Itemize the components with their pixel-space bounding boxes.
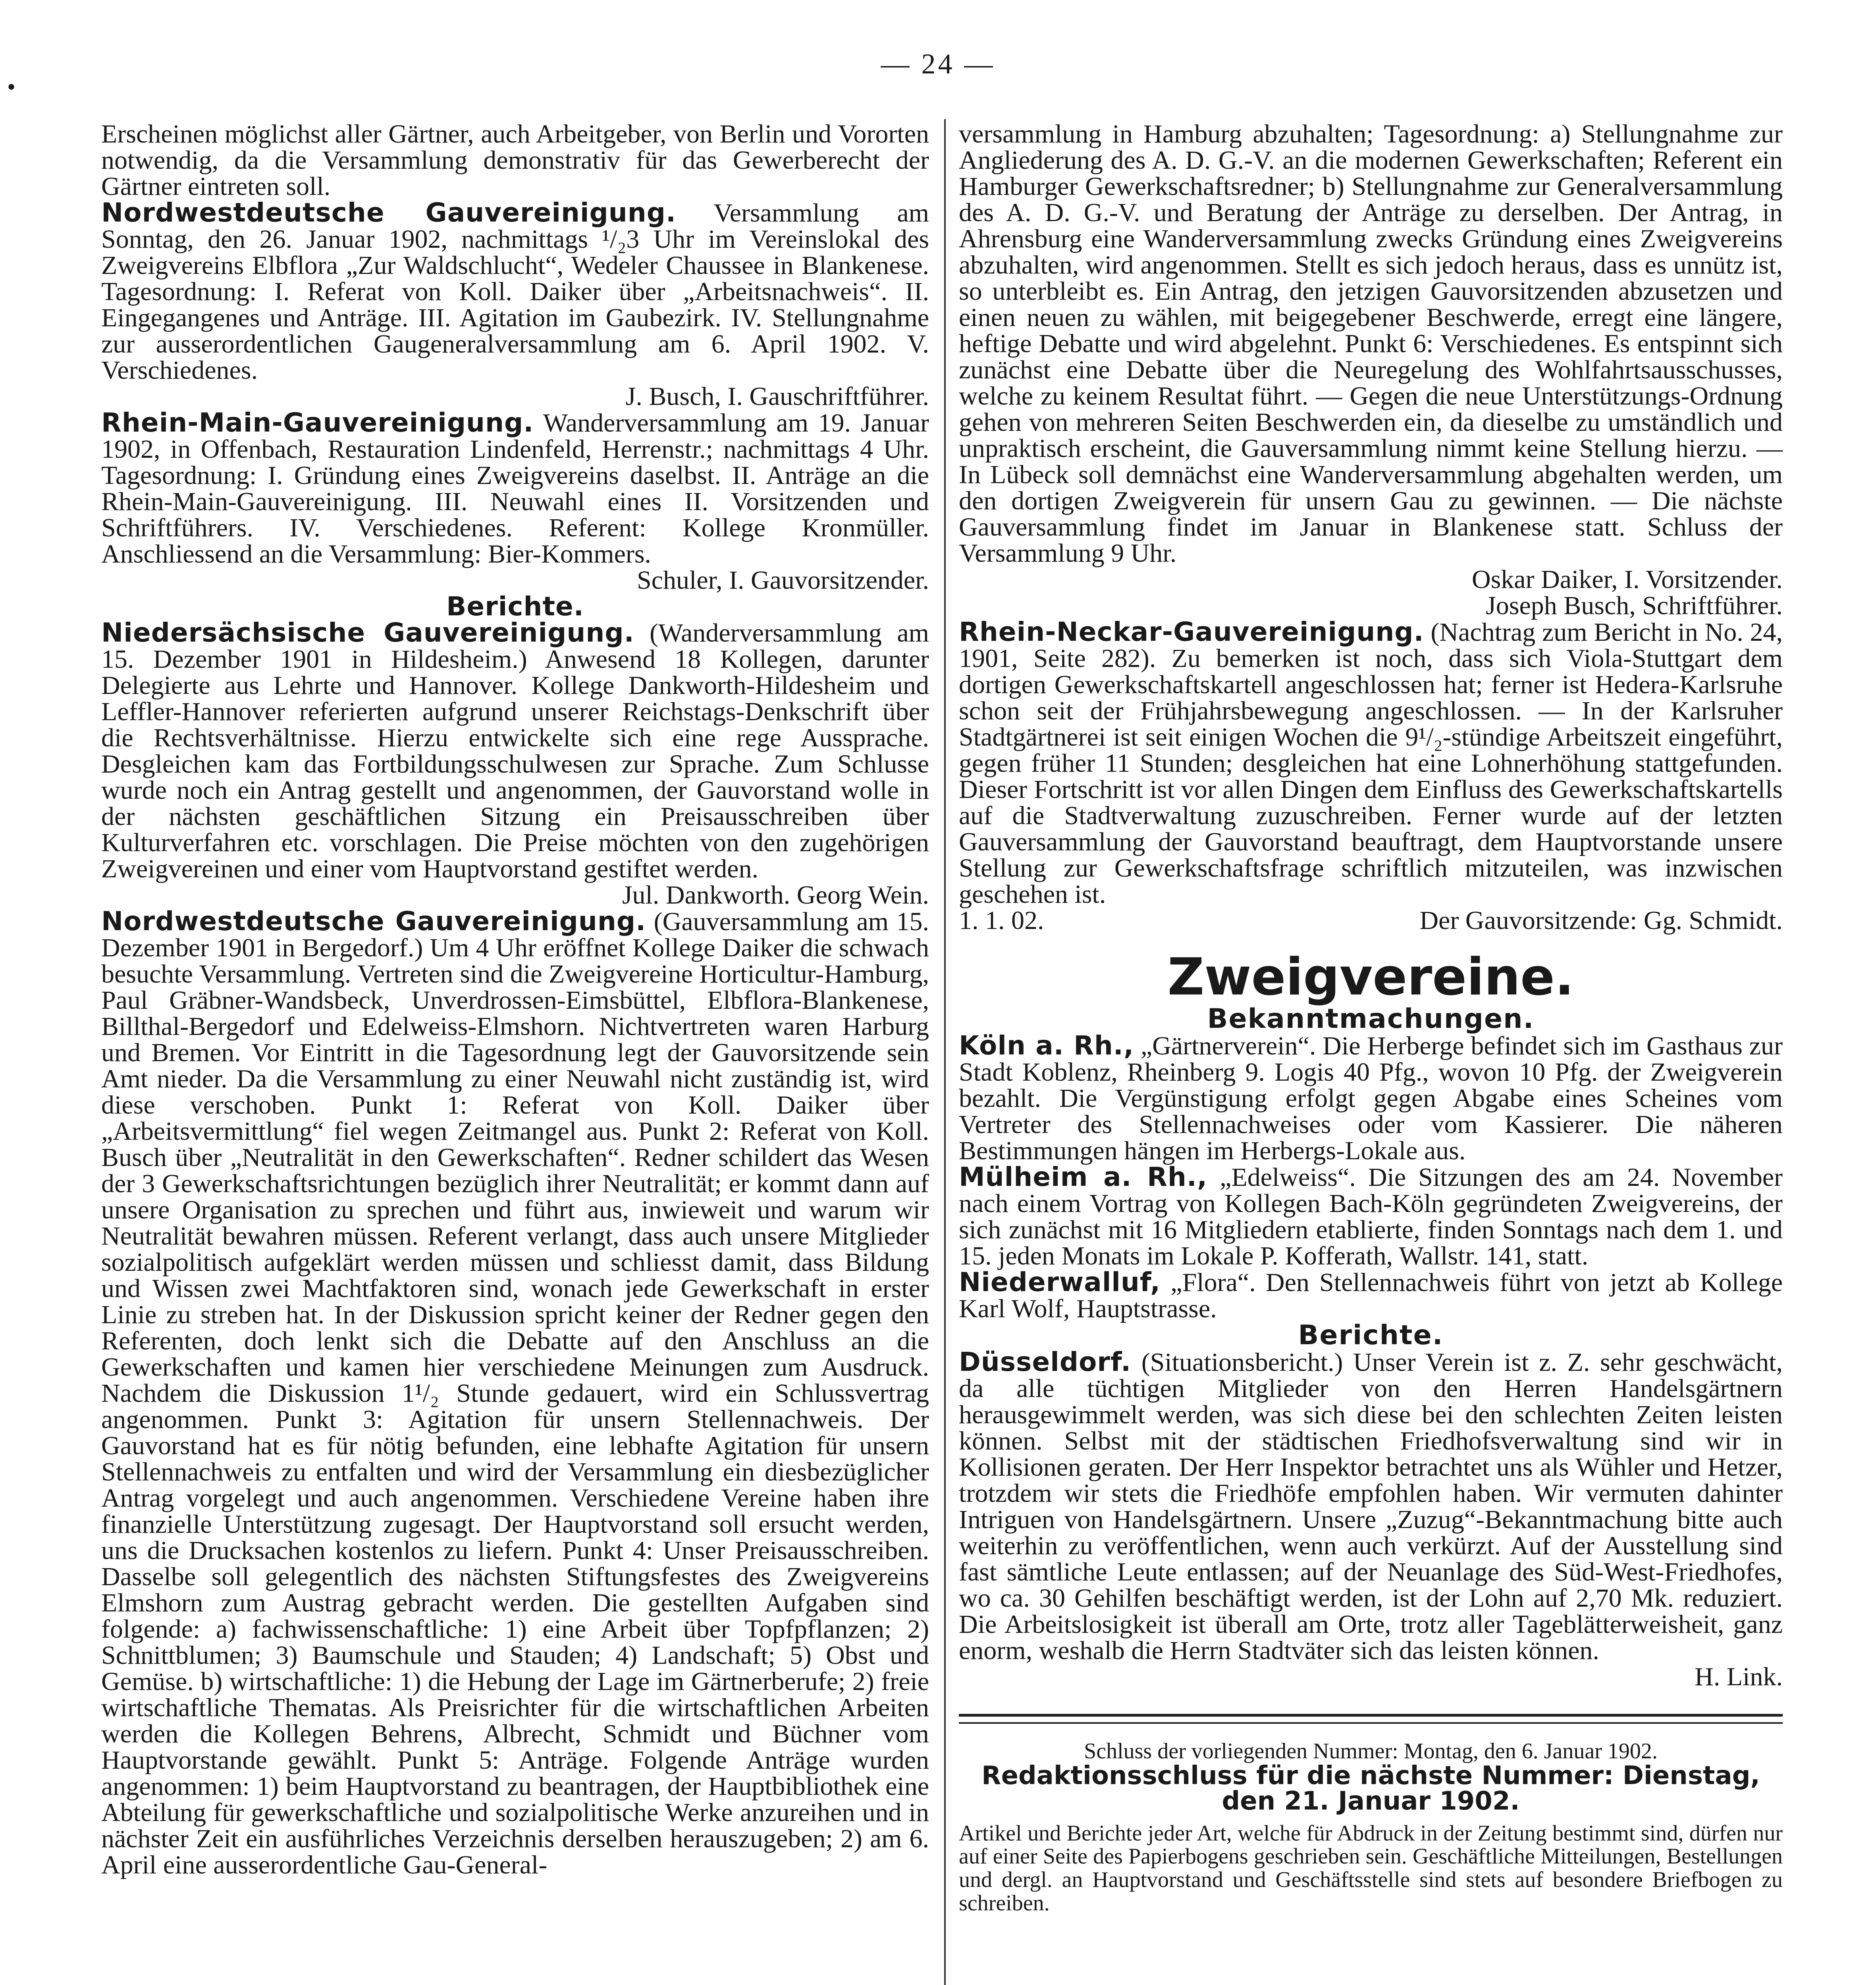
paragraph: versammlung in Hamburg abzuhalten; Tagesordnung: a) Stellungnahme zur Angliederung des A. D. G.-V. an die modernen Gewerkschaften; Referent ein Hamburger Gewerkschaftsredner; b) Stellungnahme zur Generalversammlung des A. D. G.-V. und Beratung der Anträge zu derselben. Der Antrag, in Ahrensburg eine Wanderversammlung zwecks Gründung eines Zweigvereins abzuhalten, wird angenommen. Stellt es sich jedoch heraus, dass es unnütz ist, so unterbleibt es. Ein Antrag, den jetzigen Gauvorsitzenden abzusetzen und einen neuen zu wählen, mit beigegebener Beschwerde, erregt eine längere, heftige Debatte und wird abgelehnt. Punkt 6: Verschiedenes. Es entspinnt sich zunächst eine Debatte über die Neuregelung des Wohlfahrtsausschusses, welche zu keinem Resultat führt. — Gegen die neue Unterstützungs-Ordnung gehen von mehreren Seiten Beschwerden ein, da dieselbe zu umständlich und unpraktisch erscheint, die Gauversammlung nimmt keine Stellung hierzu. — In Lübeck soll demnächst eine Wanderversammlung abgehalten werden, um den dortigen Zweigverein für unsern Gau zu gewinnen. — Die nächste Gauversammlung findet im Januar in Blankenese statt. Schluss der Versammlung 9 Uhr.: [959, 119, 1783, 568]
signature: Schuler, I. Gauvorsitzender.: [637, 566, 929, 595]
notice-heading: Mülheim a. Rh.,: [959, 1161, 1208, 1192]
section-title: Zweigvereine.: [1167, 948, 1574, 1007]
issue-closing-note: Schluss der vorliegenden Nummer: Montag, den 6. Januar 1902.: [1084, 1738, 1658, 1763]
editorial-deadline: Redaktionsschluss für die nächste Nummer: Dienstag,: [981, 1761, 1760, 1790]
signature: H. Link.: [1695, 1662, 1783, 1691]
subsection-heading: Bekanntmachungen.: [1207, 1003, 1535, 1035]
signature: Joseph Busch, Schriftführer.: [1486, 591, 1783, 620]
article-heading: Nordwestdeutsche Gauvereinigung.: [101, 197, 677, 228]
signature: Oskar Daiker, I. Vorsitzender.: [1471, 565, 1783, 594]
article-rm-announcement: Rhein-Main-Gauvereinigung. Wanderversammlung am 19. Januar 1902, in Offenbach, Restauration Lindenfeld, Herrenstr.; nachmittags 4 Uhr. Tagesordnung: I. Gründung eines Zweigvereins daselbst. II. Anträge an die Rhein-Main-Gauvereinigung. III. Neuwahl eines II. Vorsitzenden und Schriftführers. IV. Verschiedenes. Referent: Kollege Kronmüller. Anschliessend an die Versammlung: Bier-Kommers.: [101, 407, 929, 569]
article-heading: Niedersächsische Gauvereinigung.: [101, 617, 634, 648]
article-nw-announcement: Nordwestdeutsche Gauvereinigung. Versammlung am Sonntag, den 26. Januar 1902, nachmittags ¹/₂3 Uhr im Vereinslokal des Zweigvereins Elbflora „Zur Waldschlucht“, Wedeler Chaussee in Blankenese. Tagesordnung: I. Referat von Koll. Daiker über „Arbeitsnachweis“. II. Eingegangenes und Anträge. III. Agitation im Gaubezirk. IV. Stellungnahme zur ausserordentlichen Gaugeneralversammlung am 6. April 1902. V. Verschiedenes.: [101, 197, 929, 385]
notice-heading: Köln a. Rh.,: [959, 1030, 1134, 1061]
paragraph: Erscheinen möglichst aller Gärtner, auch Arbeitgeber, von Berlin und Vororten notwendig, da die Versammlung demonstrativ für das Gewerberecht der Gärtner eintreten soll.: [101, 119, 929, 201]
notice-koeln: Köln a. Rh., „Gärtnerverein“. Die Herberge befindet sich im Gasthaus zur Stadt Koblenz, Rheinberg 9. Logis 40 Pfg., wovon 10 Pfg. der Zweigverein bezahlt. Die Vergünstigung erfolgt gegen Abgabe eines Scheines vom Vertreter des Stellennachweises oder vom Kassierer. Die näheren Bestimmungen hängen im Herbergs-Lokale aus.: [959, 1030, 1783, 1165]
report-heading: Düsseldorf.: [959, 1346, 1132, 1377]
left-column: [101, 121, 929, 1878]
report-duesseldorf: Düsseldorf. (Situationsbericht.) Unser Verein ist z. Z. sehr geschwächt, da alle tüchtigen Mitglieder von den Herren Handelsgärtnern herausgewimmelt werden, was sich diese bei den schlechten Zeiten leisten können. Selbst mit der städtischen Friedhofsverwaltung sind wir in Kollisionen geraten. Der Herr Inspektor betrachtet uns als Wühler und Hetzer, trotzdem wir stets die Friedhöfe empfohlen haben. Wir vermuten dahinter Intriguen von Handelsgärtnern. Unsere „Zuzug“-Bekanntmachung bitte auch weiterhin zu veröffentlichen, wenn auch verkürzt. Auf der Ausstellung sind fast sämtliche Leute entlassen; auf der Neuanlage des Süd-West-Friedhofes, wo ca. 30 Gehilfen beschäftigt werden, ist der Lohn auf 2,70 Mk. reduziert. Die Arbeitslosigkeit ist überall am Orte, trotz aller Tageblätterweisheit, ganz enorm, weshalb die Herrn Stadtväter sich das leisten können.: [959, 1346, 1783, 1665]
divider: [959, 1714, 1783, 1717]
article-rn-report: Rhein-Neckar-Gauvereinigung. (Nachtrag zum Bericht in No. 24, 1901, Seite 282). Zu bemerken ist noch, dass sich Viola-Stuttgart dem dortigen Gewerkschaftskartell angeschlossen hat; ferner ist Hedera-Karlsruhe schon seit der Frühjahrsbewegung angeschlossen. — In der Karlsruher Stadtgärtnerei ist seit einigen Wochen die 9¹/₂-stündige Arbeitszeit eingeführt, gegen früher 11 Stunden; desgleichen hat eine Lohnerhöhung stattgefunden. Dieser Fortschritt ist vor allen Dingen dem Einfluss des Gewerkschaftskartells auf die Stadtverwaltung zuzuschreiben. Ferner wurde auf der letzten Gauversammlung der Gauvorstand beauftragt, dem Hauptvorstande unsere Stellung zur Gewerkschaftsfrage schriftlich mitzuteilen, was inzwischen geschehen ist.: [959, 617, 1783, 909]
page-number: — 24 —: [881, 48, 995, 80]
article-heading: Rhein-Neckar-Gauvereinigung.: [959, 617, 1424, 647]
article-heading: Nordwestdeutsche Gauvereinigung.: [101, 906, 646, 937]
page-mark: •: [7, 74, 16, 100]
article-heading: Rhein-Main-Gauvereinigung.: [101, 407, 534, 438]
notice-heading: Niederwalluf,: [959, 1266, 1161, 1297]
notice-niederwalluf: Niederwalluf, „Flora“. Den Stellennachweis führt von jetzt ab Kollege Karl Wolf, Hauptstrasse.: [959, 1266, 1783, 1323]
right-column: [959, 121, 1783, 1915]
submission-note: Artikel und Berichte jeder Art, welche für Abdruck in der Zeitung bestimmt sind, dürfen nur auf einer Seite des Papierbogens geschrieben sein. Geschäftliche Mitteilungen, Bestellungen und dergl. an Hauptvorstand und Geschäftsstelle sind stets auf besondere Briefbogen zu schreiben.: [959, 1821, 1783, 1916]
subsection-heading: Berichte.: [1298, 1319, 1444, 1351]
divider: [959, 1722, 1783, 1724]
article-nw-report: Nordwestdeutsche Gauvereinigung. (Gauversammlung am 15. Dezember 1901 in Bergedorf.) Um 4 Uhr eröffnet Kollege Daiker die schwach besuchte Versammlung. Vertreten sind die Zweigvereine Horticultur-Hamburg, Paul Gräbner-Wandsbeck, Unverdrossen-Eimsbüttel, Elbflora-Blankenese, Billthal-Bergedorf und Edelweiss-Elmshorn. Nichtvertreten waren Harburg und Bremen. Vor Eintritt in die Tagesordnung legt der Gauvorsitzende sein Amt nieder. Da die Versammlung zu einer Neuwahl nicht zuständig ist, wird diese verschoben. Punkt 1: Referat von Koll. Daiker über „Arbeitsvermittlung“ fiel wegen Zeitmangel aus. Punkt 2: Referat von Koll. Busch über „Neutralität in den Gewerkschaften“. Redner schildert das Wesen der 3 Gewerkschaftsrichtungen bezüglich ihrer Neutralität; er kommt dann auf unsere Organisation zu sprechen und führt aus, inwieweit und warum wir Neutralität bewahren müssen. Referent verlangt, dass auch unsere Mitglieder sozialpolitisch aufgeklärt werden müssen und schliesst damit, dass Bildung und Wissen zwei Machtfaktoren sind, wonach jede Gewerkschaft in erster Linie zu streben hat. In der Diskussion spricht keiner der Redner gegen den Referenten, doch lenkt sich die Debatte auf den Anschluss an die Gewerkschaften und kamen hier verschiedene Meinungen zum Ausdruck. Nachdem die Diskussion 1¹/₂ Stunde gedauert, wird ein Schlussvertrag angenommen. Punkt 3: Agitation für unsern Stellennachweis. Der Gauvorstand hat es für nötig befunden, eine lebhafte Agitation für unsern Stellennachweis zu entfalten und wird der Versammlung ein diesbezüglicher Antrag vorgelegt und auch angenommen. Verschiedene Vereine haben ihre finanzielle Unterstützung zugesagt. Der Hauptvorstand soll ersucht werden, uns die Drucksachen kostenlos zu liefern. Punkt 4: Unser Preisausschreiben. Dasselbe soll gelegentlich des nächsten Stiftungsfestes des Zweigvereins Elmshorn zum Austrag gebracht werden. Die gestellten Aufgaben sind folgende: a) fachwissenschaftliche: 1) eine Arbeit über Topfpflanzen; 2) Schnittblumen; 3) Baumschule und Stauden; 4) Landschaft; 5) Obst und Gemüse. b) wirtschaftliche: 1) die Hebung der Lage im Gärtnerberufe; 2) freie wirtschaftliche Thematas. Als Preisrichter für die wirtschaftlichen Arbeiten werden die Kollegen Behrens, Albrecht, Schmidt und Büchner vom Hauptvorstande gewählt. Punkt 5: Anträge. Folgende Anträge wurden angenommen: 1) beim Hauptvorstand zu beantragen, der Hauptbibliothek eine Abteilung für gewerkschaftliche und sozialpolitische Werke anzureihen und in nächster Zeit ein ausführliches Verzeichnis derselben herauszugeben; 2) am 6. April eine ausserordentliche Gau-General-: [101, 906, 929, 1879]
editorial-deadline-date: den 21. Januar 1902.: [1222, 1786, 1520, 1816]
signature: Der Gauvorsitzende: Gg. Schmidt.: [1419, 906, 1783, 935]
signature: J. Busch, I. Gauschriftführer.: [625, 382, 929, 411]
signature: Jul. Dankworth. Georg Wein.: [622, 881, 929, 910]
column-rule: [944, 119, 946, 1985]
article-ns-report: Niedersächsische Gauvereinigung. (Wanderversammlung am 15. Dezember 1901 in Hildesheim.) Anwesend 18 Kollegen, darunter Delegierte aus Lehrte und Hannover. Kollege Dankworth-Hildesheim und Leffler-Hannover referierten aufgrund unserer Reichstags-Denkschrift über die Rechtsverhältnisse. Hierzu entwickelte sich eine rege Aussprache. Desgleichen kam das Fortbildungsschulwesen zur Sprache. Zum Schlusse wurde noch ein Antrag gestellt und angenommen, der Gauvorstand wolle in der nächsten geschäftlichen Sitzung ein Preisausschreiben über Kulturverfahren etc. vorschlagen. Die Preise möchten von den zugehörigen Zweigvereinen und einer vom Hauptvorstand gestiftet werden.: [101, 617, 929, 883]
signature-line: [959, 908, 1783, 934]
section-heading: Berichte.: [446, 591, 584, 622]
date: 1. 1. 02.: [959, 906, 1044, 935]
notice-muelheim: Mülheim a. Rh., „Edelweiss“. Die Sitzungen des am 24. November nach einem Vortrag von Kollegen Bach-Köln gegründeten Zweigvereins, der sich zunächst mit 16 Mitgliedern etablierte, finden Sonntags nach dem 1. und 15. jeden Monats im Lokale P. Kofferath, Wallstr. 141, statt.: [959, 1161, 1783, 1270]
